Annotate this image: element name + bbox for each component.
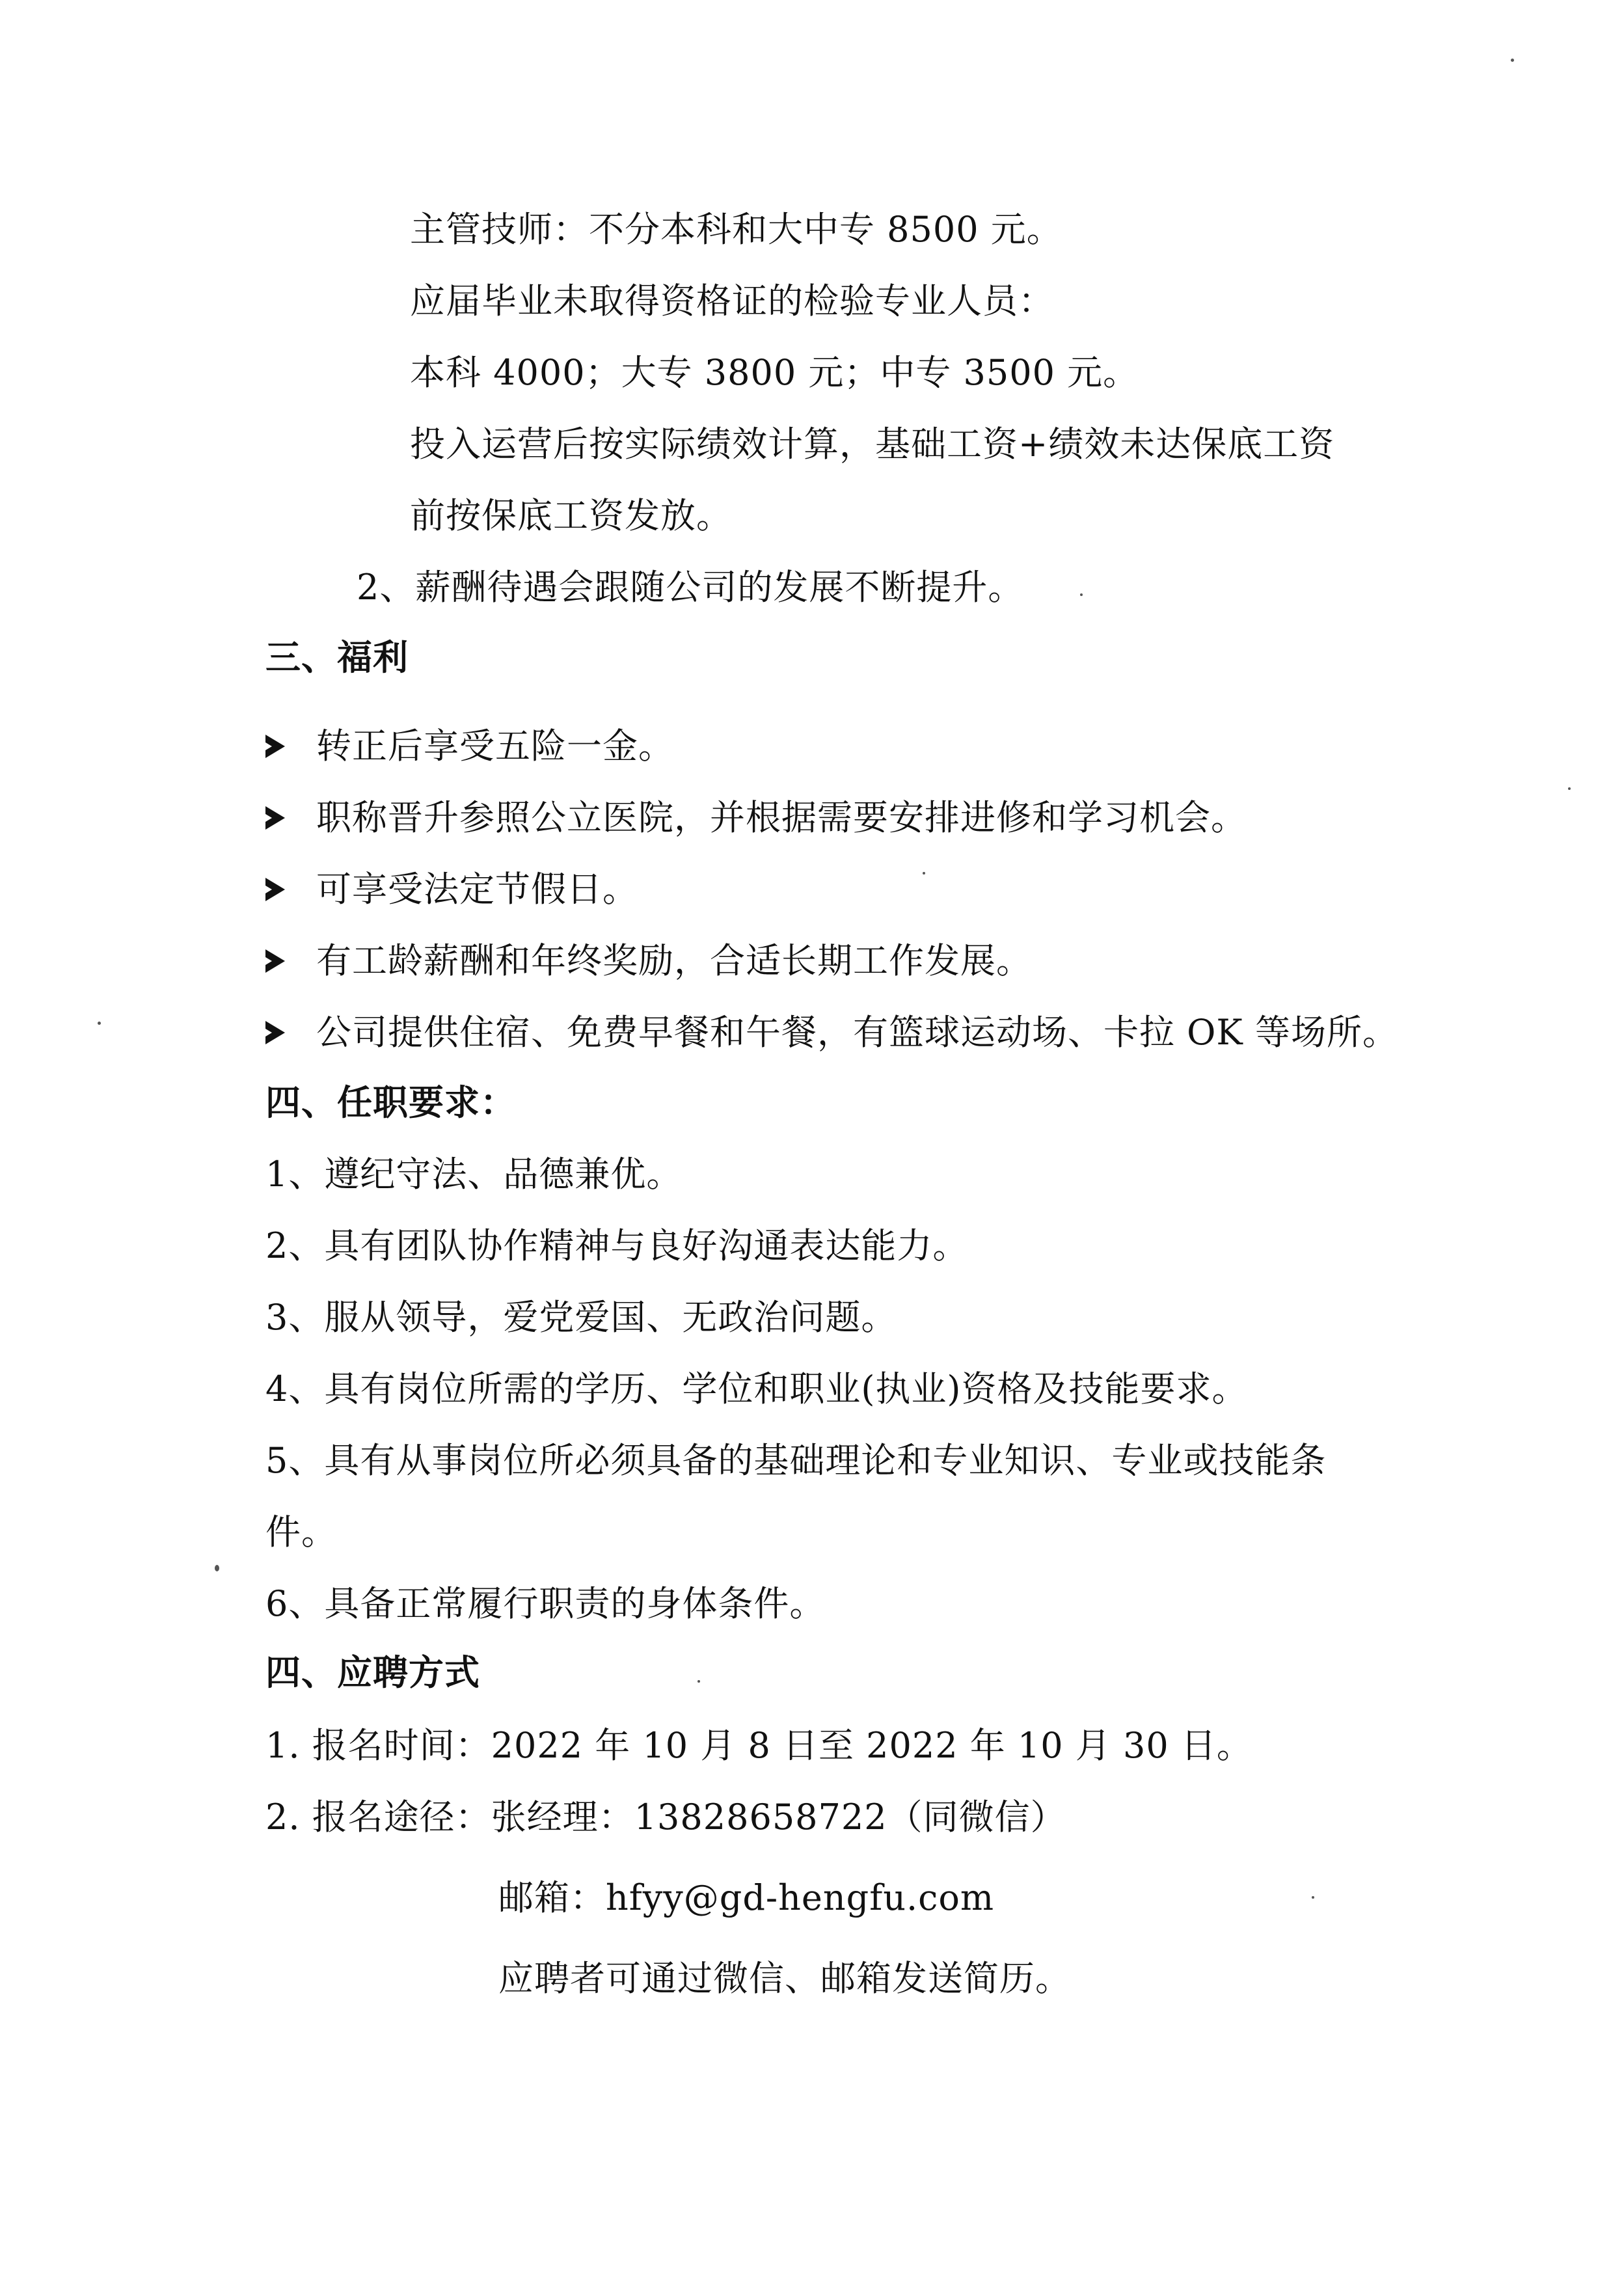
welfare-item-text: 公司提供住宿、免费早餐和午餐，有篮球运动场、卡拉 OK 等场所。 — [316, 1012, 1398, 1053]
salary-line-2: 应届毕业未取得资格证的检验专业人员： — [410, 280, 1054, 321]
welfare-item-text: 可享受法定节假日。 — [316, 869, 638, 910]
arrow-bullet-icon — [265, 949, 285, 973]
salary-line-6: 2、薪酬待遇会跟随公司的发展不断提升。 — [357, 567, 1024, 608]
scan-speck — [1568, 787, 1571, 790]
welfare-item — [265, 724, 674, 769]
requirement-item: 3、服从领导，爱党爱国、无政治问题。 — [265, 1297, 897, 1338]
welfare-item-text: 转正后享受五险一金。 — [316, 726, 674, 767]
salary-line-1: 主管技师：不分本科和大中专 8500 元。 — [410, 209, 1062, 250]
application-email: 邮箱：hfyy@gd-hengfu.com — [498, 1877, 995, 1918]
requirement-item-continued: 件。 — [265, 1512, 337, 1553]
scan-speck — [697, 1680, 700, 1683]
scan-speck — [923, 872, 925, 875]
arrow-bullet-icon — [265, 878, 285, 901]
welfare-item — [265, 1010, 1398, 1055]
salary-line-3: 本科 4000；大专 3800 元；中专 3500 元。 — [410, 352, 1139, 393]
welfare-heading: 三、福利 — [265, 637, 409, 678]
welfare-item-text: 职称晋升参照公立医院，并根据需要安排进修和学习机会。 — [316, 797, 1247, 838]
application-heading: 四、应聘方式 — [265, 1652, 480, 1693]
requirement-item: 1、遵纪守法、品德兼优。 — [265, 1154, 683, 1195]
welfare-item — [265, 938, 1032, 984]
requirement-item: 5、具有从事岗位所必须具备的基础理论和专业知识、专业或技能条 — [265, 1440, 1327, 1481]
salary-line-5: 前按保底工资发放。 — [410, 495, 732, 536]
application-time: 1. 报名时间：2022 年 10 月 8 日至 2022 年 10 月 30 日。 — [265, 1725, 1252, 1766]
application-channel: 2. 报名途径：张经理：13828658722（同微信） — [265, 1797, 1066, 1838]
welfare-item — [265, 795, 1247, 841]
arrow-bullet-icon — [265, 735, 285, 758]
scan-speck — [215, 1565, 219, 1571]
arrow-bullet-icon — [265, 806, 285, 830]
scan-speck — [98, 1022, 101, 1025]
scan-speck — [1511, 59, 1514, 62]
requirement-item: 4、具有岗位所需的学历、学位和职业(执业)资格及技能要求。 — [265, 1368, 1248, 1409]
arrow-bullet-icon — [265, 1021, 285, 1044]
requirement-item: 2、具有团队协作精神与良好沟通表达能力。 — [265, 1225, 969, 1266]
requirement-item: 6、具备正常履行职责的身体条件。 — [265, 1583, 826, 1624]
salary-line-4: 投入运营后按实际绩效计算，基础工资+绩效未达保底工资 — [410, 424, 1335, 465]
application-note: 应聘者可通过微信、邮箱发送简历。 — [498, 1958, 1071, 1999]
welfare-item-text: 有工龄薪酬和年终奖励，合适长期工作发展。 — [316, 940, 1032, 981]
requirements-heading: 四、任职要求： — [265, 1082, 516, 1123]
scan-speck — [1312, 1896, 1314, 1899]
welfare-item — [265, 867, 638, 912]
scan-speck — [1080, 593, 1083, 596]
